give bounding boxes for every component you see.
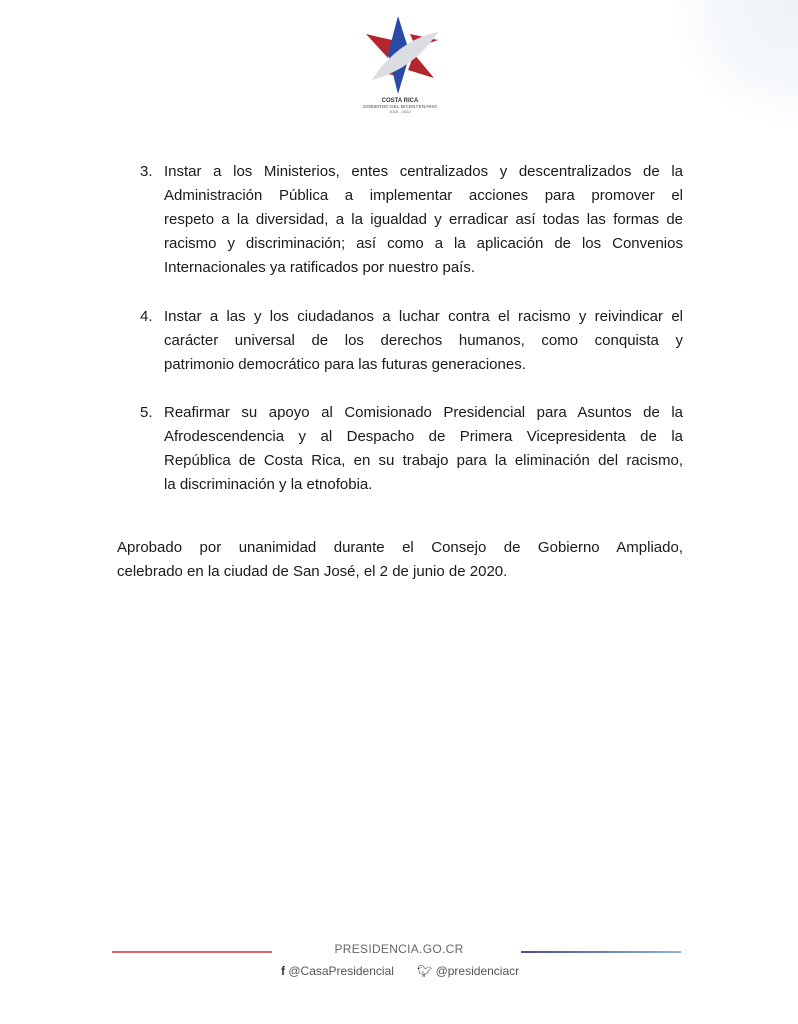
logo-years: 2018 - 2022 — [389, 109, 411, 114]
item-text-line: racismo y discriminación; así como a la aplicación de los Convenios — [164, 235, 683, 252]
item-number: 3. — [140, 163, 153, 180]
star-emblem-icon — [358, 14, 442, 96]
item-text-line: Reafirmar su apoyo al Comisionado Presidencial para Asuntos de la — [164, 404, 683, 421]
closing-line: celebrado en la ciudad de San José, el 2 de junio de 2020. — [117, 563, 508, 580]
item-text-line: patrimonio democrático para las futuras generaciones. — [164, 356, 526, 373]
facebook-icon: f — [281, 964, 285, 978]
closing-paragraph — [117, 536, 683, 584]
item-text-line: Instar a los Ministerios, entes centralizados y descentralizados de la — [164, 163, 683, 180]
item-text-line: Administración Pública a implementar acciones para promover el — [164, 187, 683, 204]
closing-line: Aprobado por unanimidad durante el Consejo de Gobierno Ampliado, — [117, 539, 683, 556]
item-text-line: República de Costa Rica, en su trabajo para la eliminación del racismo, — [164, 452, 683, 469]
twitter-handle: @presidenciacr — [435, 964, 520, 978]
item-text-line: Afrodescendencia y al Despacho de Primera Vicepresidenta de la — [164, 428, 683, 445]
list-item — [140, 305, 683, 377]
item-number: 5. — [140, 404, 153, 421]
facebook-handle: @CasaPresidencial — [288, 964, 394, 978]
item-number: 4. — [140, 308, 153, 325]
item-text-line: Instar a las y los ciudadanos a luchar contra el racismo y reivindicar el — [164, 308, 683, 325]
footer-twitter — [417, 964, 519, 978]
logo-subtitle: GOBIERNO DEL BICENTENARIO — [362, 104, 438, 109]
item-text-line: respeto a la diversidad, a la igualdad y erradicar así todas las formas de — [164, 211, 683, 228]
decorative-corner — [668, 0, 798, 130]
footer-website: PRESIDENCIA.GO.CR — [334, 942, 464, 956]
logo-title: COSTA RICA — [381, 98, 419, 104]
item-text-line: carácter universal de los derechos humanos, como conquista y — [164, 332, 683, 349]
item-text-line: Internacionales ya ratificados por nuestro país. — [164, 259, 476, 276]
footer-facebook — [281, 964, 394, 978]
list-item — [140, 160, 683, 280]
twitter-icon: 🐦︎ — [417, 964, 433, 978]
item-text-line: la discriminación y la etnofobia. — [164, 476, 373, 493]
list-item — [140, 401, 683, 497]
logo — [350, 14, 450, 114]
